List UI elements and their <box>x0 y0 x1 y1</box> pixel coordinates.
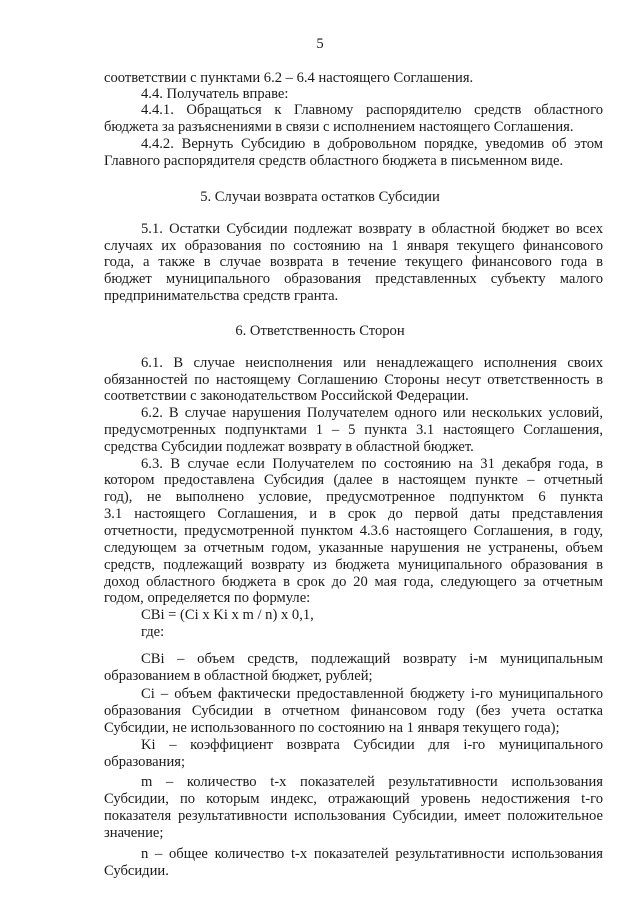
text-line: бюджета за разъяснениями в связи с исполнением настоящего Соглашения. <box>104 119 574 135</box>
text-line: обязанностей по настоящему Соглашению Стороны несут ответственность в <box>104 372 603 388</box>
text-line: Субсидии. <box>104 863 169 879</box>
definition-m: m – количество t-х показателей результативности использования <box>141 774 603 790</box>
text-line: котором предоставлена Субсидия (далее в настоящем пункте – отчетный <box>104 472 603 488</box>
clause-6-2: 6.2. В случае нарушения Получателем одного или нескольких условий, <box>141 405 603 421</box>
text-line: следующем за отчетным годом, указанные нарушения не устранены, объем <box>104 540 603 556</box>
section-6-heading: 6. Ответственность Сторон <box>235 323 405 339</box>
text-line: показателя результативности использования Субсидии, имеет положительное <box>104 808 603 824</box>
text-line: предпринимательства средств гранта. <box>104 288 339 304</box>
text-line: образования Субсидии в отчетном финансовом году (без учета остатка <box>104 703 603 719</box>
page-number: 5 <box>316 36 324 52</box>
text-line: год), не выполнено условие, предусмотренное подпунктом 6 пункта <box>104 489 603 505</box>
text-line: случаях их образования по состоянию на 1 января текущего финансового <box>104 238 603 254</box>
text-line: 3.1 настоящего Соглашения, и в срок до первой даты представления <box>104 506 603 522</box>
text-line: Субсидии, по которым индекс, отражающий уровень недостижения t-го <box>104 791 603 807</box>
text-line: соответствии с законодательством Российской Федерации. <box>104 388 469 404</box>
clause-4-4-2: 4.4.2. Вернуть Субсидию в добровольном порядке, уведомив об этом <box>141 136 603 152</box>
text-line: соответствии с пунктами 6.2 – 6.4 настоящего Соглашения. <box>104 70 474 86</box>
clause-6-1: 6.1. В случае неисполнения или ненадлежащего исполнения своих <box>141 355 603 371</box>
text-line: доход областного бюджета в срок до 20 мая года, следующего за отчетным <box>104 574 603 590</box>
definition-cvi: СВi – объем средств, подлежащий возврату i-м муниципальным <box>141 651 603 667</box>
text-line: года, а также в случае возврата в течение текущего финансового года в <box>104 254 603 270</box>
clause-4-4: 4.4. Получатель вправе: <box>141 86 289 102</box>
text-line: годом, определяется по формуле: <box>104 590 311 606</box>
text-line: предусмотренных подпунктами 1 – 5 пункта 3.1 настоящего Соглашения, <box>104 422 603 438</box>
formula: СВi = (Ci x Ki x m / n) x 0,1, <box>141 607 314 623</box>
section-5-heading: 5. Случаи возврата остатков Субсидии <box>200 189 440 205</box>
text-line: отчетности, предусмотренной пунктом 4.3.6 настоящего Соглашения, в году, <box>104 523 603 539</box>
text-line: средств, подлежащий возврату из бюджета муниципального образования в <box>104 557 603 573</box>
text-line: образованием в областной бюджет, рублей; <box>104 668 373 684</box>
text-line: Субсидии, не использованного по состоянию на 1 января текущего года); <box>104 720 560 736</box>
text-line: Главного распорядителя средств областного бюджета в письменном виде. <box>104 153 564 169</box>
definition-ki: Ki – коэффициент возврата Субсидии для i-го муниципального <box>141 737 603 753</box>
clause-4-4-1: 4.4.1. Обращаться к Главному распорядителю средств областного <box>141 102 603 118</box>
clause-5-1: 5.1. Остатки Субсидии подлежат возврату в областной бюджет во всех <box>141 221 603 237</box>
text-line: бюджет муниципального образования представленных субъекту малого <box>104 271 603 287</box>
text-line: средства Субсидии подлежат возврату в областной бюджет. <box>104 439 474 455</box>
definition-ci: Ci – объем фактически предоставленной бюджету i-го муниципального <box>141 686 603 702</box>
definition-n: n – общее количество t-х показателей результативности использования <box>141 846 603 862</box>
text-line: образования; <box>104 754 186 770</box>
formula-where: где: <box>141 624 165 640</box>
text-line: значение; <box>104 825 164 841</box>
clause-6-3: 6.3. В случае если Получателем по состоянию на 31 декабря года, в <box>141 456 603 472</box>
